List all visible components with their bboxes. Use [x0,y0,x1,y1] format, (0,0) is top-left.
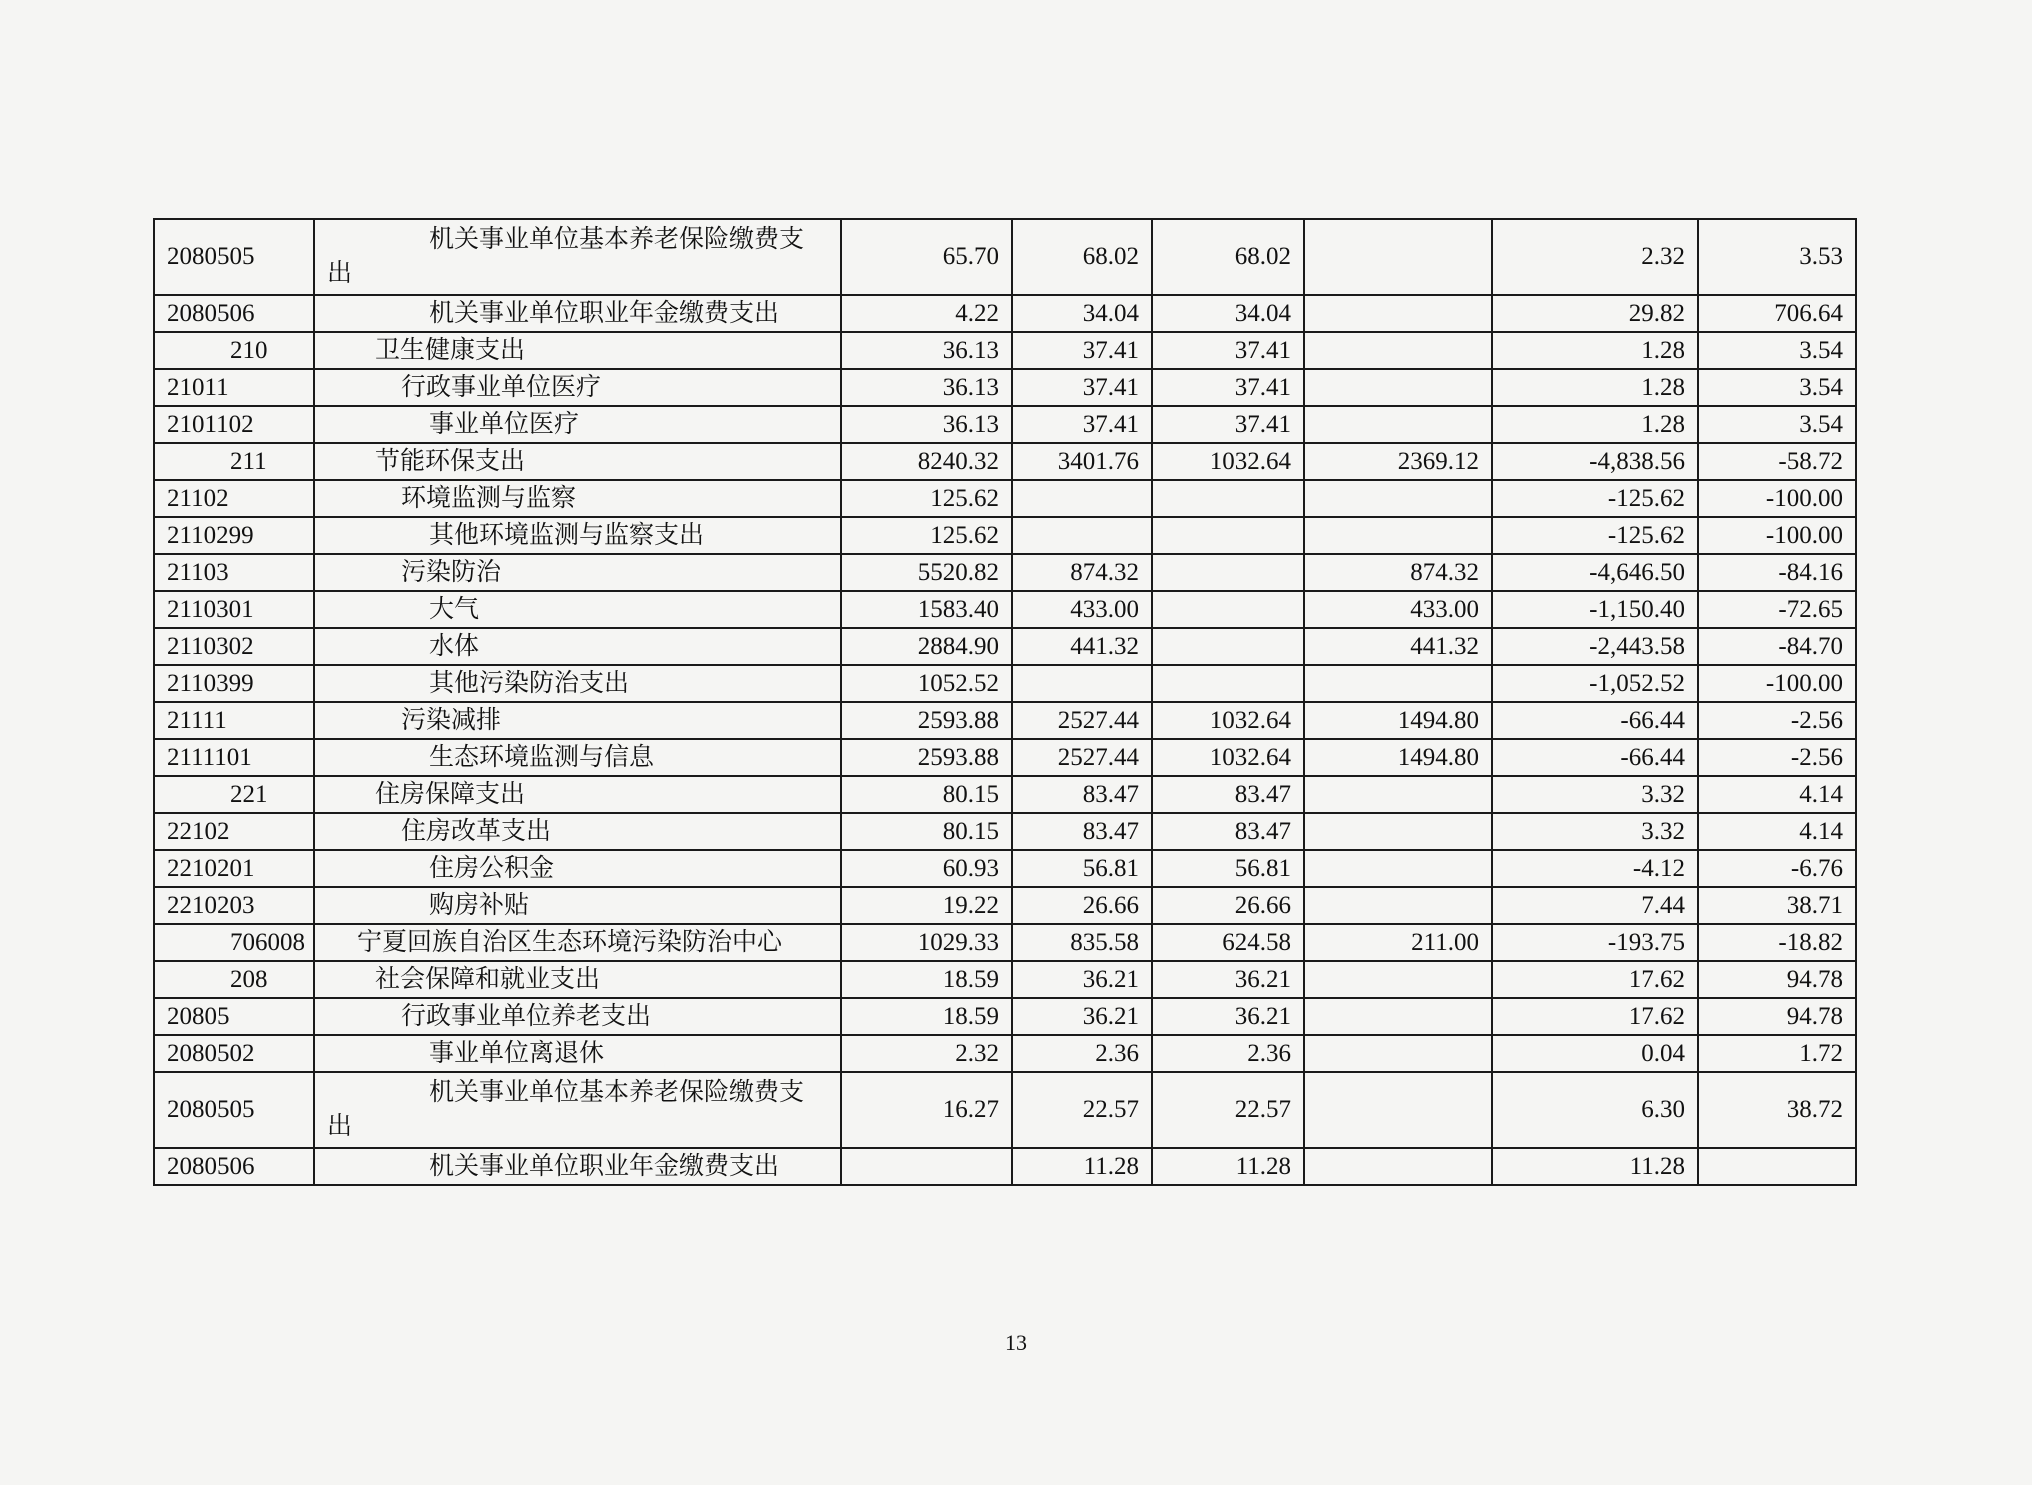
amount-cell: -100.00 [1698,665,1856,702]
subject-name-text: 机关事业单位基本养老保险缴费支 出 [327,1079,805,1140]
amount-cell [1304,850,1492,887]
amount-cell: 56.81 [1152,850,1304,887]
amount-cell: 56.81 [1012,850,1152,887]
amount-cell: 17.62 [1492,998,1698,1035]
subject-code-cell: 20805 [154,998,314,1035]
subject-code-cell: 2210201 [154,850,314,887]
subject-code-cell: 2110302 [154,628,314,665]
amount-cell: 11.28 [1492,1148,1698,1185]
budget-table-body [154,219,1856,1185]
amount-cell: 83.47 [1152,776,1304,813]
amount-cell: -100.00 [1698,517,1856,554]
amount-cell: 706.64 [1698,295,1856,332]
amount-cell: 1.28 [1492,332,1698,369]
subject-name-cell: 住房公积金 [314,850,841,887]
subject-code-cell: 2110399 [154,665,314,702]
amount-cell: 3.54 [1698,332,1856,369]
subject-name-cell: 社会保障和就业支出 [314,961,841,998]
table-row [154,480,1856,517]
table-row [154,406,1856,443]
subject-code-cell: 208 [154,961,314,998]
amount-cell [1304,1072,1492,1148]
amount-cell [1304,406,1492,443]
table-row [154,295,1856,332]
amount-cell: -2.56 [1698,702,1856,739]
table-row [154,998,1856,1035]
amount-cell: 7.44 [1492,887,1698,924]
subject-name-cell: 生态环境监测与信息 [314,739,841,776]
amount-cell [1698,1148,1856,1185]
amount-cell: 1494.80 [1304,702,1492,739]
amount-cell: 22.57 [1012,1072,1152,1148]
subject-code-cell: 2110301 [154,591,314,628]
amount-cell: 26.66 [1152,887,1304,924]
amount-cell: -58.72 [1698,443,1856,480]
amount-cell [1152,665,1304,702]
budget-table [153,218,1857,1186]
amount-cell: 441.32 [1304,628,1492,665]
amount-cell: 1.72 [1698,1035,1856,1072]
table-row [154,332,1856,369]
amount-cell: 2.32 [841,1035,1012,1072]
amount-cell: 6.30 [1492,1072,1698,1148]
subject-code-cell: 706008 [154,924,314,961]
subject-code-cell: 21102 [154,480,314,517]
subject-name-cell: 节能环保支出 [314,443,841,480]
amount-cell: 3401.76 [1012,443,1152,480]
amount-cell: 36.21 [1012,998,1152,1035]
subject-name-cell: 事业单位离退休 [314,1035,841,1072]
amount-cell: 3.32 [1492,813,1698,850]
amount-cell: 1032.64 [1152,443,1304,480]
amount-cell: -18.82 [1698,924,1856,961]
subject-code-cell: 2111101 [154,739,314,776]
subject-code-cell: 2080506 [154,1148,314,1185]
subject-name-cell: 污染减排 [314,702,841,739]
subject-code-cell: 210 [154,332,314,369]
amount-cell: 433.00 [1012,591,1152,628]
table-row [154,702,1856,739]
amount-cell: 2527.44 [1012,702,1152,739]
amount-cell: 36.13 [841,406,1012,443]
amount-cell: 65.70 [841,219,1012,295]
subject-name-cell: 住房改革支出 [314,813,841,850]
amount-cell: 4.22 [841,295,1012,332]
amount-cell: 83.47 [1012,776,1152,813]
table-row [154,739,1856,776]
amount-cell: 11.28 [1012,1148,1152,1185]
subject-name-cell: 其他污染防治支出 [314,665,841,702]
amount-cell: 60.93 [841,850,1012,887]
subject-code-cell: 2210203 [154,887,314,924]
amount-cell: 37.41 [1012,332,1152,369]
amount-cell: 1032.64 [1152,702,1304,739]
subject-name-cell: 其他环境监测与监察支出 [314,517,841,554]
amount-cell: -1,150.40 [1492,591,1698,628]
subject-name-cell [314,1072,841,1148]
subject-name-cell: 卫生健康支出 [314,332,841,369]
subject-code-cell: 2101102 [154,406,314,443]
table-row [154,219,1856,295]
amount-cell [1304,295,1492,332]
amount-cell: 83.47 [1152,813,1304,850]
table-row [154,887,1856,924]
amount-cell: -66.44 [1492,739,1698,776]
amount-cell: 874.32 [1012,554,1152,591]
amount-cell: 1494.80 [1304,739,1492,776]
amount-cell: -193.75 [1492,924,1698,961]
amount-cell: 37.41 [1012,406,1152,443]
amount-cell: -84.70 [1698,628,1856,665]
amount-cell: 1032.64 [1152,739,1304,776]
subject-code-cell: 2080505 [154,1072,314,1148]
amount-cell [841,1148,1012,1185]
table-row [154,850,1856,887]
amount-cell: 2369.12 [1304,443,1492,480]
table-row [154,369,1856,406]
subject-name-cell: 机关事业单位职业年金缴费支出 [314,1148,841,1185]
amount-cell: 1.28 [1492,369,1698,406]
amount-cell: 125.62 [841,517,1012,554]
amount-cell [1304,369,1492,406]
amount-cell: 1052.52 [841,665,1012,702]
amount-cell [1152,591,1304,628]
subject-name-cell: 污染防治 [314,554,841,591]
amount-cell: 22.57 [1152,1072,1304,1148]
amount-cell: -4,646.50 [1492,554,1698,591]
amount-cell: 3.54 [1698,369,1856,406]
amount-cell: 2.32 [1492,219,1698,295]
amount-cell: 34.04 [1152,295,1304,332]
subject-name-cell: 行政事业单位养老支出 [314,998,841,1035]
amount-cell: 441.32 [1012,628,1152,665]
amount-cell: -84.16 [1698,554,1856,591]
amount-cell [1304,776,1492,813]
subject-name-cell: 事业单位医疗 [314,406,841,443]
table-row [154,628,1856,665]
amount-cell [1304,887,1492,924]
subject-name-cell: 住房保障支出 [314,776,841,813]
amount-cell: 18.59 [841,998,1012,1035]
amount-cell: 29.82 [1492,295,1698,332]
amount-cell: 37.41 [1152,406,1304,443]
amount-cell: -125.62 [1492,480,1698,517]
amount-cell: 11.28 [1152,1148,1304,1185]
subject-name-cell: 宁夏回族自治区生态环境污染防治中心 [314,924,841,961]
amount-cell: 1.28 [1492,406,1698,443]
amount-cell: 37.41 [1012,369,1152,406]
subject-name-text: 机关事业单位基本养老保险缴费支 出 [327,226,805,287]
table-row [154,591,1856,628]
subject-name-cell: 购房补贴 [314,887,841,924]
table-row [154,443,1856,480]
page-number: 13 [1005,1330,1027,1355]
table-row [154,776,1856,813]
table-row [154,961,1856,998]
amount-cell [1304,961,1492,998]
subject-name-cell: 机关事业单位职业年金缴费支出 [314,295,841,332]
amount-cell: 8240.32 [841,443,1012,480]
subject-name-cell: 大气 [314,591,841,628]
subject-code-cell: 211 [154,443,314,480]
amount-cell: 2593.88 [841,739,1012,776]
amount-cell: 3.54 [1698,406,1856,443]
subject-name-cell: 水体 [314,628,841,665]
table-row [154,1148,1856,1185]
amount-cell: 94.78 [1698,961,1856,998]
amount-cell [1012,665,1152,702]
amount-cell: -1,052.52 [1492,665,1698,702]
amount-cell: 4.14 [1698,776,1856,813]
amount-cell: 1583.40 [841,591,1012,628]
amount-cell: -4.12 [1492,850,1698,887]
amount-cell: -100.00 [1698,480,1856,517]
amount-cell [1152,554,1304,591]
amount-cell: 835.58 [1012,924,1152,961]
amount-cell: -2,443.58 [1492,628,1698,665]
amount-cell: 68.02 [1012,219,1152,295]
amount-cell: 3.53 [1698,219,1856,295]
subject-name-cell: 环境监测与监察 [314,480,841,517]
amount-cell: 36.13 [841,369,1012,406]
amount-cell [1012,480,1152,517]
amount-cell: 2593.88 [841,702,1012,739]
subject-code-cell: 22102 [154,813,314,850]
amount-cell: 5520.82 [841,554,1012,591]
amount-cell: 68.02 [1152,219,1304,295]
amount-cell: 1029.33 [841,924,1012,961]
amount-cell [1152,628,1304,665]
amount-cell: 38.71 [1698,887,1856,924]
amount-cell: 2527.44 [1012,739,1152,776]
amount-cell: 80.15 [841,813,1012,850]
amount-cell [1304,480,1492,517]
table-row [154,1035,1856,1072]
subject-code-cell: 2110299 [154,517,314,554]
amount-cell: 83.47 [1012,813,1152,850]
subject-code-cell: 2080506 [154,295,314,332]
subject-code-cell: 21111 [154,702,314,739]
table-row [154,813,1856,850]
amount-cell: 17.62 [1492,961,1698,998]
amount-cell: 38.72 [1698,1072,1856,1148]
amount-cell: 2.36 [1012,1035,1152,1072]
amount-cell [1012,517,1152,554]
amount-cell: 36.21 [1152,998,1304,1035]
amount-cell: 0.04 [1492,1035,1698,1072]
amount-cell: 36.21 [1012,961,1152,998]
amount-cell: 624.58 [1152,924,1304,961]
amount-cell [1152,480,1304,517]
amount-cell: 37.41 [1152,332,1304,369]
subject-code-cell: 2080502 [154,1035,314,1072]
table-row [154,1072,1856,1148]
amount-cell [1304,1035,1492,1072]
amount-cell: 94.78 [1698,998,1856,1035]
amount-cell [1304,219,1492,295]
amount-cell [1304,1148,1492,1185]
table-row [154,924,1856,961]
amount-cell: 16.27 [841,1072,1012,1148]
amount-cell: 2884.90 [841,628,1012,665]
amount-cell: 19.22 [841,887,1012,924]
amount-cell: -72.65 [1698,591,1856,628]
amount-cell: 433.00 [1304,591,1492,628]
amount-cell: 18.59 [841,961,1012,998]
amount-cell [1152,517,1304,554]
amount-cell: 80.15 [841,776,1012,813]
amount-cell: -2.56 [1698,739,1856,776]
amount-cell: 36.21 [1152,961,1304,998]
table-row [154,554,1856,591]
amount-cell: 26.66 [1012,887,1152,924]
subject-name-cell [314,219,841,295]
amount-cell [1304,813,1492,850]
table-row [154,517,1856,554]
amount-cell: -66.44 [1492,702,1698,739]
amount-cell: 34.04 [1012,295,1152,332]
amount-cell: -125.62 [1492,517,1698,554]
amount-cell [1304,665,1492,702]
subject-code-cell: 221 [154,776,314,813]
subject-name-cell: 行政事业单位医疗 [314,369,841,406]
amount-cell: 4.14 [1698,813,1856,850]
amount-cell: 37.41 [1152,369,1304,406]
table-row [154,665,1856,702]
amount-cell [1304,332,1492,369]
amount-cell: 36.13 [841,332,1012,369]
amount-cell [1304,998,1492,1035]
amount-cell: 211.00 [1304,924,1492,961]
amount-cell: 3.32 [1492,776,1698,813]
amount-cell: 874.32 [1304,554,1492,591]
amount-cell: -4,838.56 [1492,443,1698,480]
subject-code-cell: 21103 [154,554,314,591]
subject-code-cell: 21011 [154,369,314,406]
amount-cell: -6.76 [1698,850,1856,887]
amount-cell: 2.36 [1152,1035,1304,1072]
subject-code-cell: 2080505 [154,219,314,295]
amount-cell: 125.62 [841,480,1012,517]
amount-cell [1304,517,1492,554]
